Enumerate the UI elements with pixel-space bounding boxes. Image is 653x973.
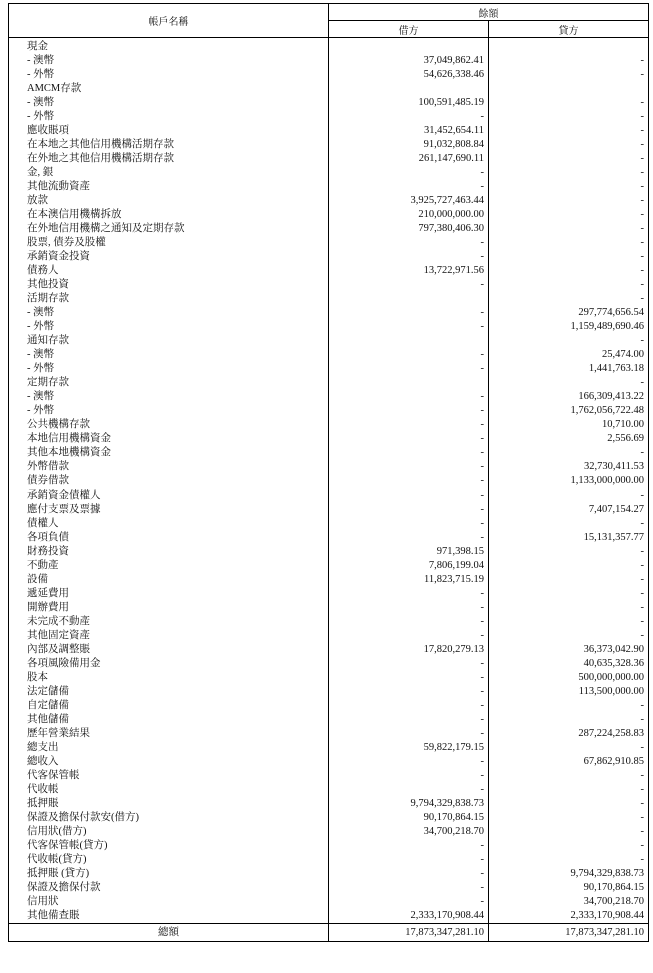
credit-value: - bbox=[640, 377, 644, 389]
debit-value: - bbox=[480, 475, 484, 487]
debit-value: 261,147,690.11 bbox=[418, 153, 484, 165]
account-name: 各項風險備用金 bbox=[27, 657, 101, 669]
total-label: 總額 bbox=[9, 923, 329, 941]
debit-value: - bbox=[480, 503, 484, 515]
account-name: 其他儲備 bbox=[27, 713, 69, 725]
credit-value: 1,441,763.18 bbox=[588, 363, 644, 375]
credit-value: 67,862,910.85 bbox=[583, 755, 644, 767]
credit-value: - bbox=[640, 811, 644, 823]
debit-value: 100,591,485.19 bbox=[418, 97, 484, 109]
debit-value: - bbox=[480, 587, 484, 599]
credit-value: - bbox=[640, 545, 644, 557]
debit-value: - bbox=[480, 531, 484, 543]
credit-value: - bbox=[640, 69, 644, 81]
credit-value: - bbox=[640, 195, 644, 207]
debit-value: 34,700,218.70 bbox=[423, 825, 484, 837]
account-name: 未完成不動產 bbox=[27, 615, 90, 627]
debit-value: - bbox=[480, 657, 484, 669]
credit-value: 113,500,000.00 bbox=[578, 685, 644, 697]
debit-value: 31,452,654.11 bbox=[424, 125, 484, 137]
debit-value: 90,170,864.15 bbox=[423, 811, 484, 823]
credit-value: - bbox=[640, 125, 644, 137]
debit-value: - bbox=[480, 461, 484, 473]
credit-value: - bbox=[640, 713, 644, 725]
debit-value: - bbox=[480, 251, 484, 263]
debit-value: 37,049,862.41 bbox=[423, 55, 484, 67]
account-name: 定期存款 bbox=[27, 377, 69, 389]
account-name: 股票, 債券及股權 bbox=[27, 237, 106, 249]
credit-value: - bbox=[640, 139, 644, 151]
credit-value: 10,710.00 bbox=[602, 419, 644, 431]
account-name: 公共機構存款 bbox=[27, 419, 90, 431]
debit-value bbox=[329, 40, 488, 54]
credit-value: - bbox=[640, 181, 644, 193]
credit-value: - bbox=[640, 447, 644, 459]
account-name: 債券借款 bbox=[27, 475, 69, 487]
debit-value: - bbox=[480, 237, 484, 249]
debit-value: - bbox=[480, 755, 484, 767]
credit-value: - bbox=[640, 251, 644, 263]
account-name: 歷年營業結果 bbox=[27, 727, 90, 739]
credit-value: - bbox=[640, 699, 644, 711]
credit-value: - bbox=[640, 573, 644, 585]
account-name: 應付支票及票據 bbox=[27, 503, 101, 515]
debit-value bbox=[329, 292, 488, 306]
account-name: 本地信用機構資金 bbox=[27, 433, 111, 445]
credit-value: - bbox=[640, 517, 644, 529]
credit-value: - bbox=[640, 601, 644, 613]
credit-value: 500,000,000.00 bbox=[578, 671, 644, 683]
debit-value: - bbox=[480, 727, 484, 739]
debit-value: - bbox=[480, 433, 484, 445]
account-name: - 外幣 bbox=[27, 69, 55, 81]
account-name: - 外幣 bbox=[27, 363, 55, 375]
account-name: 開辦費用 bbox=[27, 601, 69, 613]
debit-value: 3,925,727,463.44 bbox=[410, 195, 484, 207]
credit-value: - bbox=[640, 853, 644, 865]
credit-value: 15,131,357.77 bbox=[583, 531, 644, 543]
credit-value: - bbox=[640, 55, 644, 67]
debit-value: 54,626,338.46 bbox=[423, 69, 484, 81]
account-name: - 澳幣 bbox=[27, 391, 55, 403]
account-name: 內部及調整賬 bbox=[27, 643, 90, 655]
account-name: 代客保管帳 bbox=[27, 769, 80, 781]
account-name: 不動產 bbox=[27, 559, 59, 571]
debit-value: - bbox=[480, 615, 484, 627]
credit-value: 36,373,042.90 bbox=[583, 643, 644, 655]
debit-value: 7,806,199.04 bbox=[428, 559, 484, 571]
debit-value: - bbox=[480, 517, 484, 529]
account-name: 其他備查賬 bbox=[27, 909, 80, 921]
credit-value: - bbox=[640, 237, 644, 249]
credit-value: - bbox=[640, 167, 644, 179]
account-name: 債務人 bbox=[27, 265, 59, 277]
account-name: 設備 bbox=[27, 573, 48, 585]
account-name: 代收帳(貸方) bbox=[27, 853, 87, 865]
account-name: - 外幣 bbox=[27, 405, 55, 417]
debit-value: - bbox=[480, 601, 484, 613]
account-name: 代收帳 bbox=[27, 783, 59, 795]
debit-value bbox=[329, 334, 488, 348]
account-name: 債權人 bbox=[27, 517, 59, 529]
debit-value: - bbox=[480, 321, 484, 333]
debit-value: - bbox=[480, 349, 484, 361]
account-name: 放款 bbox=[27, 195, 48, 207]
balance-table bbox=[8, 3, 649, 942]
account-name: 在本地之其他信用機構活期存款 bbox=[27, 139, 174, 151]
credit-value: 297,774,656.54 bbox=[578, 307, 644, 319]
credit-value: 40,635,328.36 bbox=[583, 657, 644, 669]
credit-value: 7,407,154.27 bbox=[588, 503, 644, 515]
credit-value: - bbox=[640, 797, 644, 809]
credit-header: 貸方 bbox=[489, 21, 649, 38]
total-credit: 17,873,347,281.10 bbox=[489, 923, 649, 941]
credit-value: - bbox=[640, 489, 644, 501]
debit-value: 59,822,179.15 bbox=[423, 741, 484, 753]
account-name: - 外幣 bbox=[27, 321, 55, 333]
credit-value: 1,762,056,722.48 bbox=[570, 405, 644, 417]
debit-value: - bbox=[480, 769, 484, 781]
credit-value: - bbox=[640, 223, 644, 235]
credit-value bbox=[489, 40, 648, 54]
credit-value: 1,133,000,000.00 bbox=[570, 475, 644, 487]
credit-value: 90,170,864.15 bbox=[583, 881, 644, 893]
credit-value: - bbox=[640, 769, 644, 781]
credit-value: 166,309,413.22 bbox=[578, 391, 644, 403]
account-name: 其他本地機構資金 bbox=[27, 447, 111, 459]
account-name: 各項負債 bbox=[27, 531, 69, 543]
debit-value: - bbox=[480, 419, 484, 431]
debit-value: - bbox=[480, 713, 484, 725]
debit-value: - bbox=[480, 853, 484, 865]
debit-value: - bbox=[480, 489, 484, 501]
account-name: 信用狀 bbox=[27, 895, 59, 907]
account-name: 遞延費用 bbox=[27, 587, 69, 599]
account-name: 總收入 bbox=[27, 755, 59, 767]
credit-value: - bbox=[640, 111, 644, 123]
account-name: 通知存款 bbox=[27, 335, 69, 347]
account-name: 應收賬項 bbox=[27, 125, 69, 137]
credit-value: 25,474.00 bbox=[602, 349, 644, 361]
credit-value: - bbox=[640, 783, 644, 795]
account-name: 其他固定資產 bbox=[27, 629, 90, 641]
account-name: - 澳幣 bbox=[27, 97, 55, 109]
credit-value: - bbox=[640, 629, 644, 641]
credit-value bbox=[489, 82, 648, 96]
debit-value: - bbox=[480, 783, 484, 795]
account-name: 保證及擔保付款安(借方) bbox=[27, 811, 139, 823]
credit-value: - bbox=[640, 97, 644, 109]
credit-value: 9,794,329,838.73 bbox=[570, 867, 644, 879]
debit-value: - bbox=[480, 405, 484, 417]
credit-value: 32,730,411.53 bbox=[584, 461, 644, 473]
account-name: 抵押賬 (貸方) bbox=[27, 867, 90, 879]
debit-value: - bbox=[480, 279, 484, 291]
debit-value: 9,794,329,838.73 bbox=[410, 797, 484, 809]
debit-value: 13,722,971.56 bbox=[423, 265, 484, 277]
credit-value: - bbox=[640, 825, 644, 837]
account-name: 在本澳信用機構拆放 bbox=[27, 209, 122, 221]
debit-value: - bbox=[480, 881, 484, 893]
debit-value: 17,820,279.13 bbox=[423, 643, 484, 655]
account-name: 現金 bbox=[27, 41, 48, 52]
debit-column bbox=[329, 38, 489, 924]
debit-value: - bbox=[480, 111, 484, 123]
account-name: 代客保管帳(貸方) bbox=[27, 839, 108, 851]
credit-value: 2,556.69 bbox=[607, 433, 644, 445]
debit-value: 91,032,808.84 bbox=[423, 139, 484, 151]
account-name: - 澳幣 bbox=[27, 349, 55, 361]
credit-value: - bbox=[640, 839, 644, 851]
debit-value: - bbox=[480, 363, 484, 375]
debit-value: 2,333,170,908.44 bbox=[410, 909, 484, 921]
credit-value: 1,159,489,690.46 bbox=[570, 321, 644, 333]
debit-value bbox=[329, 82, 488, 96]
account-name: 承銷資金債權人 bbox=[27, 489, 101, 501]
debit-value bbox=[329, 376, 488, 390]
debit-value: - bbox=[480, 629, 484, 641]
account-name: - 澳幣 bbox=[27, 55, 55, 67]
debit-value: 210,000,000.00 bbox=[418, 209, 484, 221]
account-name: 承銷資金投資 bbox=[27, 251, 90, 263]
credit-column bbox=[489, 38, 649, 924]
credit-value: - bbox=[640, 153, 644, 165]
account-name: 在外地信用機構之通知及定期存款 bbox=[27, 223, 185, 235]
credit-value: - bbox=[640, 209, 644, 221]
debit-value: 11,823,715.19 bbox=[424, 573, 484, 585]
account-names-column bbox=[9, 38, 329, 924]
account-name: 抵押賬 bbox=[27, 797, 59, 809]
account-name: 股本 bbox=[27, 671, 48, 683]
account-name: 在外地之其他信用機構活期存款 bbox=[27, 153, 174, 165]
credit-value: - bbox=[640, 265, 644, 277]
account-name: - 外幣 bbox=[27, 111, 55, 123]
credit-value: - bbox=[640, 293, 644, 305]
debit-value: - bbox=[480, 167, 484, 179]
account-name: 其他投資 bbox=[27, 279, 69, 291]
debit-value: - bbox=[480, 895, 484, 907]
debit-value: - bbox=[480, 839, 484, 851]
account-name: 保證及擔保付款 bbox=[27, 881, 101, 893]
account-name: 金, 銀 bbox=[27, 167, 54, 179]
debit-value: - bbox=[480, 307, 484, 319]
debit-value: - bbox=[480, 685, 484, 697]
account-name-header: 帳戶名稱 bbox=[9, 4, 329, 38]
credit-value: - bbox=[640, 615, 644, 627]
account-name: 法定儲備 bbox=[27, 685, 69, 697]
credit-value: - bbox=[640, 741, 644, 753]
credit-value: - bbox=[640, 279, 644, 291]
credit-value: 34,700,218.70 bbox=[583, 895, 644, 907]
account-name: 其他流動資產 bbox=[27, 181, 90, 193]
total-debit: 17,873,347,281.10 bbox=[329, 923, 489, 941]
debit-value: 797,380,406.30 bbox=[418, 223, 484, 235]
account-name: 總支出 bbox=[27, 741, 59, 753]
debit-value: - bbox=[480, 391, 484, 403]
debit-value: - bbox=[480, 867, 484, 879]
debit-value: - bbox=[480, 671, 484, 683]
credit-value: - bbox=[640, 335, 644, 347]
credit-value: 287,224,258.83 bbox=[578, 727, 644, 739]
credit-value: - bbox=[640, 559, 644, 571]
debit-value: - bbox=[480, 181, 484, 193]
debit-header: 借方 bbox=[329, 21, 489, 38]
debit-value: 971,398.15 bbox=[436, 545, 484, 557]
account-name: AMCM存款 bbox=[27, 83, 82, 95]
account-name: 活期存款 bbox=[27, 293, 69, 305]
account-name: 信用狀(借方) bbox=[27, 825, 87, 837]
account-name: 財務投資 bbox=[27, 545, 69, 557]
credit-value: - bbox=[640, 587, 644, 599]
balance-header: 餘額 bbox=[329, 4, 649, 21]
debit-value: - bbox=[480, 699, 484, 711]
debit-value: - bbox=[480, 447, 484, 459]
account-name: 自定儲備 bbox=[27, 699, 69, 711]
account-name: 外幣借款 bbox=[27, 461, 69, 473]
account-name: - 澳幣 bbox=[27, 307, 55, 319]
credit-value: 2,333,170,908.44 bbox=[570, 909, 644, 921]
